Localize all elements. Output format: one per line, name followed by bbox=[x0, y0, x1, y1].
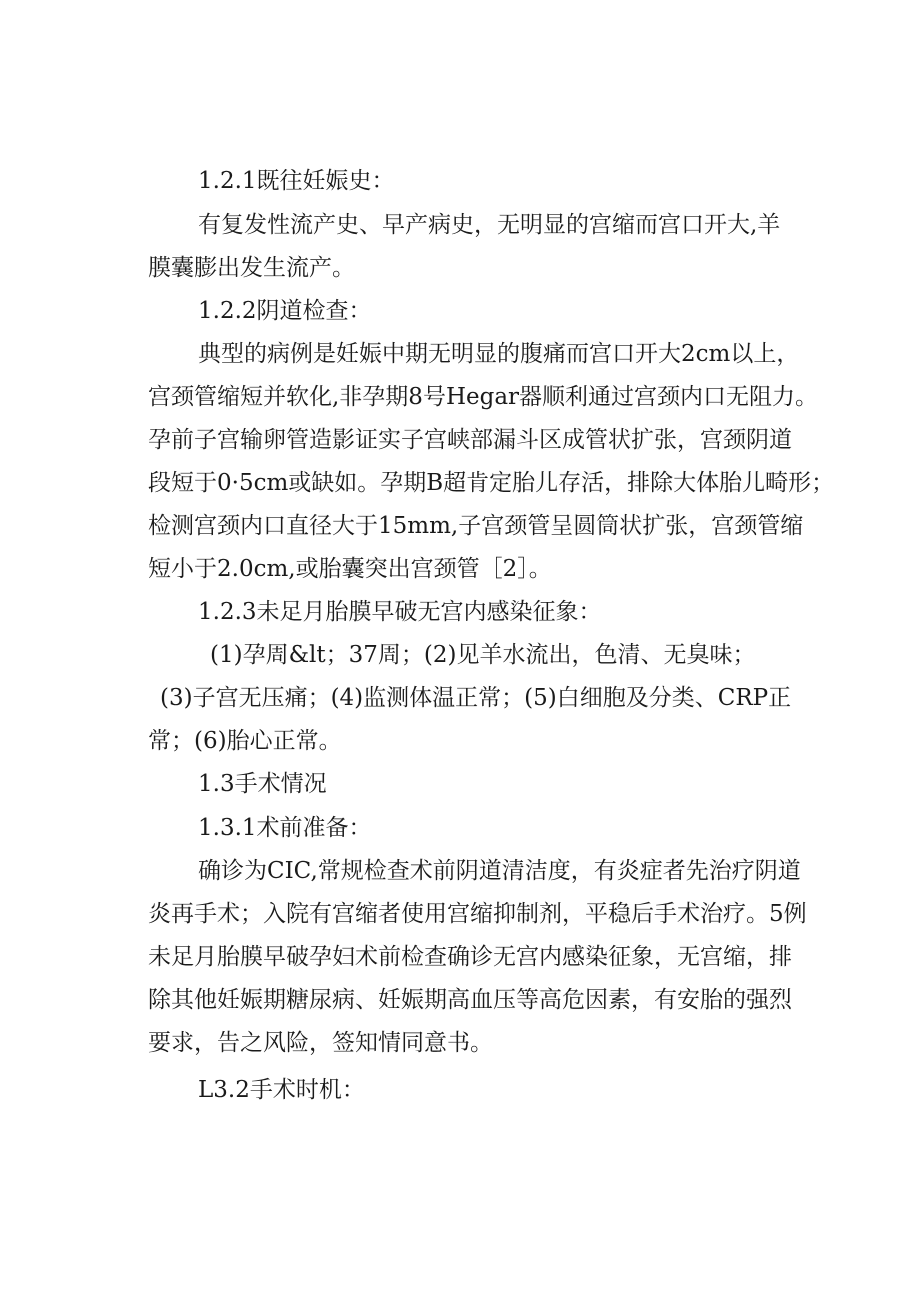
criteria-line: 常；(6)胎心正常。 bbox=[148, 728, 342, 754]
paragraph-line: 段短于0·5cm或缺如。孕期B超肯定胎儿存活，排除大体胎儿畸形； bbox=[148, 470, 835, 496]
paragraph-line: 炎再手术；入院有宫缩者使用宫缩抑制剂，平稳后手术治疗。5例 bbox=[148, 901, 807, 927]
paragraph-line: 有复发性流产史、早产病史，无明显的宫缩而宫口开大,羊 bbox=[198, 212, 781, 238]
heading-1-3: 1.3手术情况 bbox=[198, 771, 327, 797]
heading-1-3-2: L3.2手术时机： bbox=[198, 1077, 365, 1103]
heading-1-3-1: 1.3.1术前准备： bbox=[198, 815, 372, 841]
paragraph-line: 孕前子宫输卵管造影证实子宫峡部漏斗区成管状扩张，宫颈阴道 bbox=[148, 427, 792, 453]
paragraph-line: 短小于2.0cm,或胎囊突出宫颈管［2］。 bbox=[148, 556, 552, 582]
paragraph-line: 除其他妊娠期糖尿病、妊娠期高血压等高危因素，有安胎的强烈 bbox=[148, 987, 792, 1013]
paragraph-line: 检测宫颈内口直径大于15mm,子宫颈管呈圆筒状扩张，宫颈管缩 bbox=[148, 513, 804, 539]
paragraph-line: 典型的病例是妊娠中期无明显的腹痛而宫口开大2cm以上， bbox=[198, 341, 800, 367]
paragraph-line: 确诊为CIC,常规检查术前阴道清洁度，有炎症者先治疗阴道 bbox=[198, 858, 801, 884]
paragraph-line: 宫颈管缩短并软化,非孕期8号Hegar器顺利通过宫颈内口无阻力。 bbox=[148, 384, 819, 410]
paragraph-line: 未足月胎膜早破孕妇术前检查确诊无宫内感染征象，无宫缩，排 bbox=[148, 944, 792, 970]
paragraph-line: 要求，告之风险，签知情同意书。 bbox=[148, 1030, 493, 1056]
criteria-line: (3)子宫无压痛；(4)监测体温正常；(5)白细胞及分类、CRP正 bbox=[160, 685, 792, 711]
heading-1-2-3: 1.2.3未足月胎膜早破无宫内感染征象： bbox=[198, 599, 602, 625]
heading-1-2-1: 1.2.1既往妊娠史： bbox=[198, 168, 395, 194]
paragraph-line: 膜囊膨出发生流产。 bbox=[148, 255, 355, 281]
criteria-line: (1)孕周&lt；37周；(2)见羊水流出，色清、无臭味； bbox=[210, 642, 756, 668]
heading-1-2-2: 1.2.2阴道检查： bbox=[198, 298, 372, 324]
